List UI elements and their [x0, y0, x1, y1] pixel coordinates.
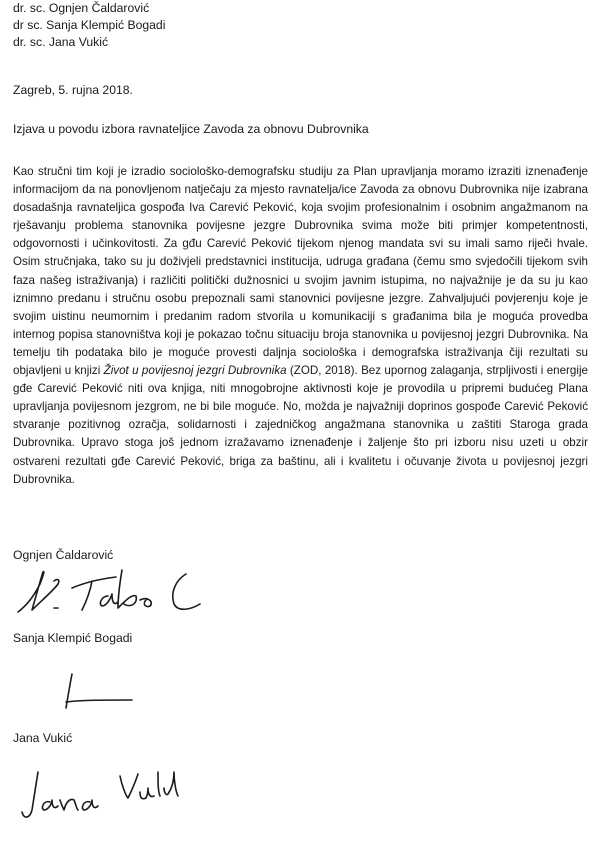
- signature-3: [18, 766, 193, 826]
- author-list: [13, 0, 165, 51]
- signature-1: [14, 566, 214, 618]
- signatory-name-3: Jana Vukić: [13, 731, 73, 745]
- letter-body: [13, 163, 588, 489]
- signature-2: [60, 650, 140, 720]
- body-text-part-1: Kao stručni tim koji je izradio sociološko-demografsku studiju za Plan upravljanja moramo izraziti iznenađenje informacijom da na ponovljenom natječaju za mjesto ravnatelja/ice Zavoda za obnovu Dubrovnika nije izabrana dosadašnja ravnateljica gospođa Iva Carević Peković, koja svojim profesionalnim i osobnim angažmanom na rješavanju problema stanovnika povijesne jezgre Dubrovnika svima može biti primjer kompetentnosti, odgovornosti i učinkovitosti. Za gđu Carević Peković tijekom njenog mandata svi su imali samo riječi hvale. Osim stručnjaka, tako su ju doživjeli predstavnici institucija, udruga građana (čemu smo svjedočili tijekom svih faza našeg istraživanja) i različiti politički dužnosnici u svojim javnim istupima, no najvažnije je da su ju kao iznimno predanu i stručnu osobu prepoznali sami stanovnici povijesne jezgre. Zahvaljujući povjerenju koje je svojim uistinu neumornim i predanim radom stvorila u komunikaciji s građanima bila je moguća provedba internog popisa stanovništva koji je pokazao točnu situaciju broja stanovnika u povijesnoj jezgri Dubrovnika. Na temelju tih podataka bilo je moguće provesti daljnja sociološka i demografska istraživanja čiji rezultati su objavljeni u knjizi: [13, 165, 588, 378]
- author-line: dr. sc. Ognjen Čaldarović: [13, 1, 150, 15]
- signatory-name-1: Ognjen Čaldarović: [13, 548, 114, 562]
- letter-date: Zagreb, 5. rujna 2018.: [13, 83, 133, 97]
- author-line: dr. sc. Jana Vukić: [13, 35, 109, 49]
- author-line: dr sc. Sanja Klempić Bogadi: [13, 18, 166, 32]
- signatory-name-2: Sanja Klempić Bogadi: [13, 631, 133, 645]
- book-title: Život u povijesnoj jezgri Dubrovnika: [103, 364, 287, 378]
- body-text-part-2: (ZOD, 2018). Bez upornog zalaganja, strpljivosti i energije gđe Carević Peković niti ova knjiga, niti mnogobrojne aktivnosti koje je provodila u pripremi budućeg Plana upravljanja povijesnom jezgrom, ne bi bile moguće. No, možda je najvažniji doprinos gospođe Carević Peković stvaranje pozitivnog ozračja, solidarnosti i zajedničkog angažmana stanovnika u zaštiti Staroga grada Dubrovnika. Upravo stoga još jednom izražavamo iznenađenje i žaljenje što pri izboru nisu uzeti u obzir ostvareni rezultati gđe Carević Peković, briga za baštinu, ali i kvalitetu i očuvanje života u povijesnoj jezgri Dubrovnika.: [13, 364, 588, 486]
- letter-subject: Izjava u povodu izbora ravnateljice Zavoda za obnovu Dubrovnika: [13, 122, 369, 136]
